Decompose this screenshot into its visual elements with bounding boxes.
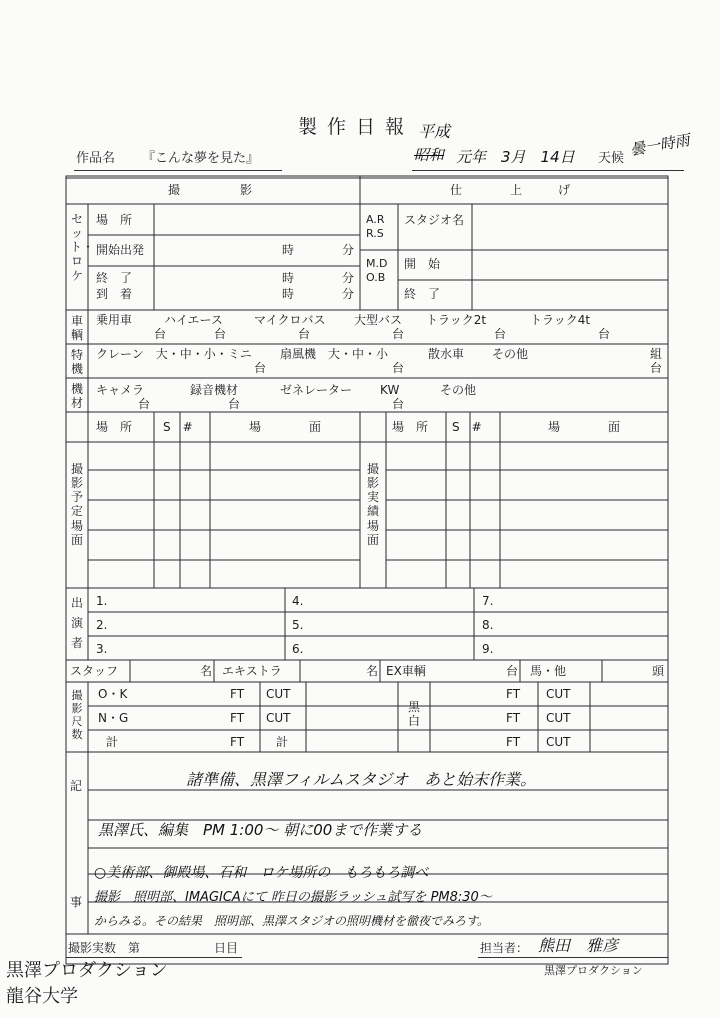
studio-name-label: スタジオ名: [404, 213, 465, 227]
arrive-minute-unit: 分: [342, 287, 355, 301]
work-title-label: 作品名: [76, 151, 116, 166]
bw-ok-cut: CUT: [546, 687, 571, 701]
person-name: 熊田 雅彦: [538, 936, 619, 955]
ok-label: O・K: [98, 687, 128, 701]
report-date: 元年 3月 14日: [456, 148, 575, 166]
total-cut-label: 計: [276, 735, 289, 749]
kw-unit: 台: [392, 397, 405, 411]
truck4-unit: 台: [598, 327, 611, 341]
era-written: 平成: [418, 122, 451, 141]
days-label: 撮影実数 第: [68, 941, 141, 955]
weather-label: 天候: [598, 151, 625, 166]
actual-scenes-label: 撮影実績場面: [366, 462, 379, 547]
record-line-2: 黒澤氏、編集 PM 1:00〜 朝に00まで作業する: [98, 821, 423, 839]
days-unit: 日目: [214, 941, 239, 955]
arrive-hour-unit: 時: [282, 287, 295, 301]
cast-slot-2: 2.: [96, 618, 108, 632]
planned-sno-header: S #: [163, 420, 193, 434]
ob-label: O.B: [366, 271, 386, 284]
actual-scene-header: 場 面: [547, 420, 621, 434]
md-label: M.D: [366, 257, 388, 270]
place-label: 場 所: [96, 213, 133, 227]
record-label-top: 記: [70, 779, 83, 793]
equipment-other-label: その他: [492, 347, 529, 361]
camera-label: キャメラ: [96, 383, 145, 397]
bw-ng-cut: CUT: [546, 711, 571, 725]
camera-unit: 台: [138, 397, 151, 411]
end-hour-unit: 時: [282, 271, 295, 285]
cast-slot-5: 5.: [292, 618, 304, 632]
crane-label: クレーン 大・中・小・ミニ: [96, 347, 252, 361]
truck2-label: トラック2t: [426, 313, 487, 327]
ex-vehicle-unit: 台: [506, 664, 519, 678]
work-title-value: 『こんな夢を見た』: [142, 151, 260, 166]
record-label-bottom: 事: [70, 895, 83, 909]
gear-other-label: その他: [440, 383, 477, 397]
start-hour-unit: 時: [282, 243, 295, 257]
generator-label: ゼネレーター: [280, 383, 353, 397]
record-line-4: 撮影 照明部、IMAGICAにて 昨日の撮影ラッシュ試写を PM8:30〜: [94, 890, 492, 905]
car-label: 乗用車: [96, 313, 133, 327]
ng-cut: CUT: [266, 711, 291, 725]
studio-start-label: 開 始: [404, 257, 441, 271]
extra-persons-unit: 名: [366, 664, 379, 678]
black-white-label: 黒白: [407, 700, 420, 729]
person-underline: [478, 957, 668, 958]
cast-slot-4: 4.: [292, 594, 304, 608]
head-unit: 頭: [652, 664, 665, 678]
cast-slot-6: 6.: [292, 642, 304, 656]
record-line-1: 諸準備、黒澤フィルムスタジオ あと始末作業。: [186, 770, 537, 789]
kw-label: KW: [380, 383, 400, 397]
bigbus-label: 大型バス: [354, 313, 403, 327]
ok-cut: CUT: [266, 687, 291, 701]
staff-persons-unit: 名: [200, 664, 213, 678]
shooting-header: 撮 影: [167, 183, 253, 197]
sprinkler-label: 散水車: [428, 347, 465, 361]
credit-university: 龍谷大学: [6, 986, 78, 1007]
vehicles-label: 車輌: [70, 314, 83, 343]
end-label: 終 了: [96, 271, 133, 285]
horse-label: 馬・他: [530, 664, 567, 678]
footage-label: 撮影尺数: [71, 689, 83, 741]
era-struck: 昭和: [414, 146, 445, 164]
recording-unit: 台: [228, 397, 241, 411]
bw-total-cut: CUT: [546, 735, 571, 749]
bw-total-ft: FT: [506, 735, 521, 749]
microbus-unit: 台: [298, 327, 311, 341]
staff-label: スタッフ: [70, 664, 119, 678]
record-line-5: からみる。その結果 照明部、黒澤スタジオの照明機材を徹夜でみろす。: [94, 914, 490, 928]
crane-unit: 台: [254, 361, 267, 375]
start-minute-unit: 分: [342, 243, 355, 257]
ng-ft: FT: [230, 711, 245, 725]
extra-label: エキストラ: [222, 664, 282, 678]
cast-label: 出演者: [70, 596, 83, 650]
cast-slot-7: 7.: [482, 594, 494, 608]
actual-sno-header: S #: [452, 420, 482, 434]
ex-vehicle-label: EX車輌: [386, 664, 426, 678]
rs-label: R.S: [366, 227, 384, 240]
truck4-label: トラック4t: [530, 313, 591, 327]
ok-ft: FT: [230, 687, 245, 701]
total-label: 計: [106, 735, 119, 749]
total-ft: FT: [230, 735, 245, 749]
cast-slot-3: 3.: [96, 642, 108, 656]
finishing-header: 仕 上 げ: [449, 183, 571, 197]
studio-finish-label: 終 了: [404, 287, 441, 301]
record-line-3: ○美術部、御殿場、石和 ロケ場所の もろもろ調べ: [94, 865, 429, 881]
set-unit: 組: [650, 347, 663, 361]
report-title: 製 作 日 報: [297, 116, 407, 138]
days-underline: [66, 957, 242, 958]
weather-value: 曇一時雨: [628, 130, 692, 160]
planned-scene-header: 場 面: [248, 420, 322, 434]
planned-place-header: 場 所: [96, 420, 133, 434]
fan-unit: 台: [392, 361, 405, 375]
hiace-unit: 台: [214, 327, 227, 341]
arrive-label: 到 着: [96, 287, 133, 301]
bw-ok-ft: FT: [506, 687, 521, 701]
equipment-label: 特機: [70, 348, 83, 377]
hiace-label: ハイエース: [164, 313, 223, 327]
start-depart-label: 開始出発: [96, 243, 145, 257]
ar-label: A.R: [366, 213, 385, 226]
ng-label: N・G: [98, 711, 129, 725]
actual-place-header: 場 所: [392, 420, 429, 434]
planned-scenes-label: 撮影予定場面: [70, 462, 83, 547]
cast-slot-8: 8.: [482, 618, 494, 632]
fan-label: 扇風機 大・中・小: [280, 347, 389, 361]
truck2-unit: 台: [494, 327, 507, 341]
cast-slot-9: 9.: [482, 642, 494, 656]
person-label: 担当者：: [480, 941, 529, 955]
gear-label: 機材: [70, 382, 83, 411]
car-unit: 台: [154, 327, 167, 341]
end-minute-unit: 分: [342, 271, 355, 285]
bw-ng-ft: FT: [506, 711, 521, 725]
set-location-label: セット・ロケ: [70, 212, 95, 283]
credit-company: 黒澤プロダクション: [6, 960, 168, 981]
recording-label: 録音機材: [190, 383, 239, 397]
microbus-label: マイクロバス: [254, 313, 326, 327]
cast-slot-1: 1.: [96, 594, 108, 608]
company-name: 黒澤プロダクション: [544, 964, 643, 977]
bigbus-unit: 台: [392, 327, 405, 341]
other-unit: 台: [650, 361, 663, 375]
